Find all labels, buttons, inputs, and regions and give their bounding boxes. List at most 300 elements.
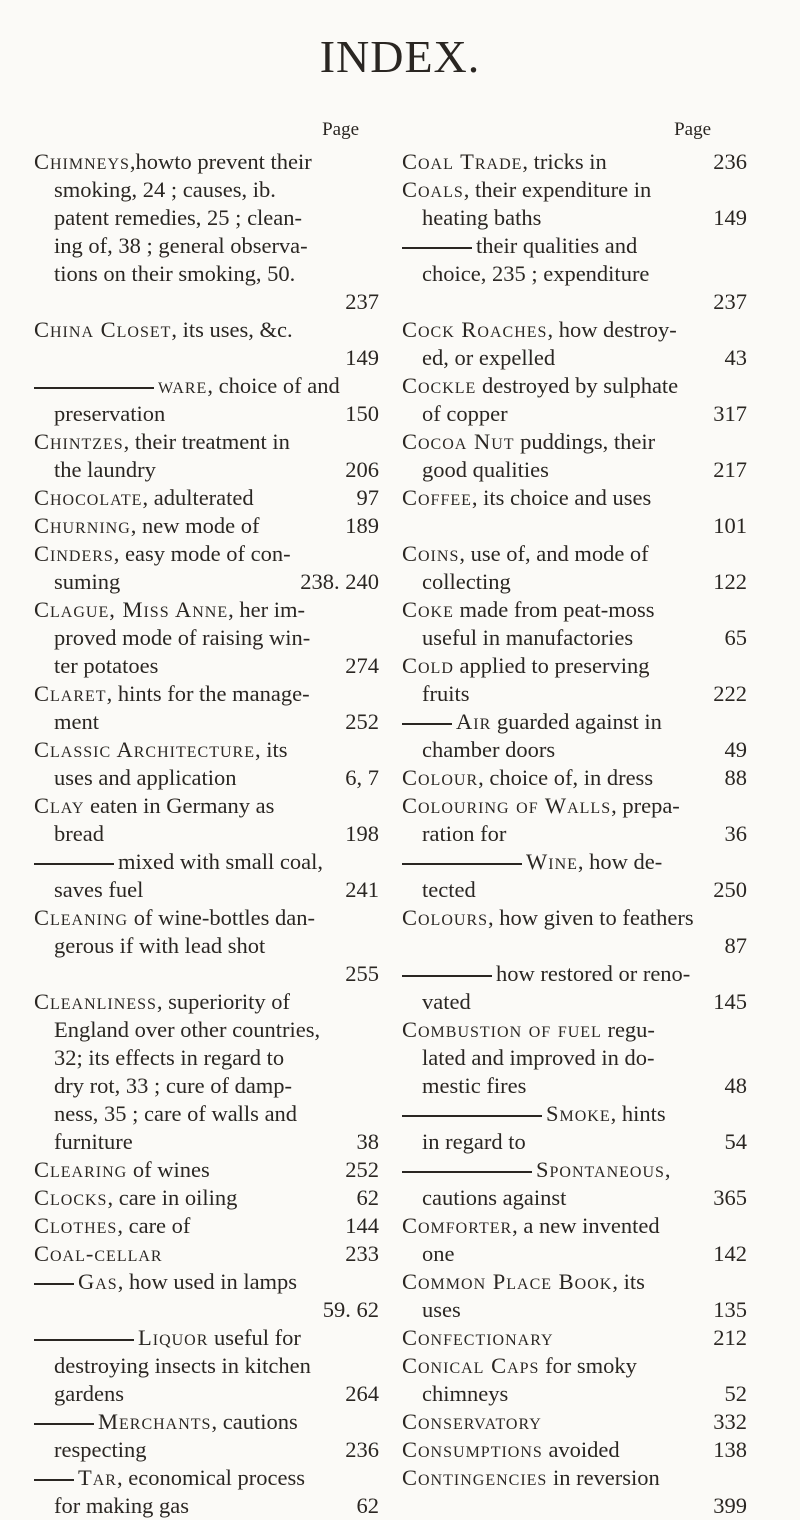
index-entry bbox=[34, 1156, 379, 1184]
index-line bbox=[402, 680, 747, 708]
index-line bbox=[34, 988, 379, 1016]
index-line bbox=[34, 372, 379, 400]
index-line bbox=[402, 1016, 747, 1044]
index-line bbox=[402, 708, 747, 736]
entry-text: ing of, 38 ; general observa- bbox=[54, 233, 308, 258]
index-column-left bbox=[34, 119, 379, 1520]
entry-text: , how used in lamps bbox=[117, 1269, 298, 1294]
page-column-header: Page bbox=[674, 119, 711, 140]
index-line bbox=[402, 344, 747, 372]
index-entry bbox=[402, 1212, 747, 1268]
index-entry bbox=[402, 148, 747, 176]
index-line bbox=[402, 1324, 747, 1352]
page-number: 399 bbox=[713, 1493, 747, 1518]
index-entry bbox=[34, 736, 379, 792]
entry-heading: Coins bbox=[402, 541, 460, 566]
page-number: 48 bbox=[724, 1073, 747, 1098]
page-number: 59. 62 bbox=[322, 1297, 379, 1322]
entry-text: chimneys bbox=[422, 1381, 509, 1406]
page-number: 252 bbox=[345, 709, 379, 734]
entry-heading: Coals bbox=[402, 177, 464, 202]
entry-text: , tricks in bbox=[522, 149, 607, 174]
entry-text: , bbox=[664, 1157, 671, 1182]
index-entry bbox=[34, 484, 379, 512]
ditto-rule bbox=[34, 1423, 94, 1425]
entry-heading: Colour bbox=[402, 765, 479, 790]
page-number: 49 bbox=[724, 737, 747, 762]
page-number: 43 bbox=[724, 345, 747, 370]
entry-heading: Common Place Book bbox=[402, 1269, 613, 1294]
entry-text: avoided bbox=[542, 1437, 620, 1462]
index-line bbox=[402, 232, 747, 260]
page-number: 317 bbox=[713, 401, 747, 426]
index-line bbox=[402, 596, 747, 624]
index-line bbox=[402, 652, 747, 680]
page-number: 274 bbox=[345, 653, 379, 678]
page-number: 150 bbox=[345, 401, 379, 426]
index-line bbox=[34, 316, 379, 344]
entry-text: smoking, 24 ; causes, ib. bbox=[54, 177, 276, 202]
index-line bbox=[34, 176, 379, 204]
entry-text: uses bbox=[422, 1297, 461, 1322]
entry-heading: Clague, Miss Anne bbox=[34, 597, 229, 622]
index-line bbox=[402, 736, 747, 764]
ditto-rule bbox=[34, 1339, 134, 1341]
index-line bbox=[34, 540, 379, 568]
entry-text: in reversion bbox=[547, 1465, 660, 1490]
index-line bbox=[402, 932, 747, 960]
entry-heading: Conservatory bbox=[402, 1409, 542, 1434]
entry-text: in regard to bbox=[422, 1129, 526, 1154]
entry-text: for smoky bbox=[539, 1353, 637, 1378]
page-number: 36 bbox=[724, 821, 747, 846]
index-entry bbox=[34, 1268, 379, 1324]
index-line bbox=[34, 1268, 379, 1296]
index-line bbox=[34, 792, 379, 820]
page-number: 149 bbox=[713, 205, 747, 230]
index-line bbox=[34, 764, 379, 792]
index-line bbox=[34, 512, 379, 540]
ditto-rule bbox=[402, 863, 522, 865]
index-entry bbox=[402, 708, 747, 764]
index-line bbox=[34, 1408, 379, 1436]
entry-heading: Clay bbox=[34, 793, 85, 818]
entry-heading: Liquor bbox=[138, 1325, 209, 1350]
index-line bbox=[402, 1240, 747, 1268]
entry-text: ter potatoes bbox=[54, 653, 159, 678]
index-entry bbox=[34, 428, 379, 484]
entry-text: , adulterated bbox=[142, 485, 254, 510]
index-line bbox=[34, 288, 379, 316]
entry-text: their qualities and bbox=[476, 233, 638, 258]
entry-text: , how destroy- bbox=[547, 317, 677, 342]
entry-heading: Colouring of Walls bbox=[402, 793, 612, 818]
entry-heading: Cocoa Nut bbox=[402, 429, 515, 454]
entry-text: chamber doors bbox=[422, 737, 556, 762]
ditto-rule bbox=[402, 1115, 542, 1117]
index-line bbox=[402, 1464, 747, 1492]
index-entry bbox=[34, 792, 379, 848]
page-number: 6, 7 bbox=[345, 765, 379, 790]
entry-text: ment bbox=[54, 709, 99, 734]
entry-heading: Clothes bbox=[34, 1213, 118, 1238]
entry-text: of wines bbox=[127, 1157, 210, 1182]
page-title: INDEX. bbox=[319, 31, 481, 82]
page-number: 264 bbox=[345, 1381, 379, 1406]
index-line bbox=[402, 1184, 747, 1212]
entry-text: dry rot, 33 ; cure of damp- bbox=[54, 1073, 293, 1098]
entry-text: , hints bbox=[610, 1101, 666, 1126]
entry-text: England over other countries, bbox=[54, 1017, 321, 1042]
index-line bbox=[34, 652, 379, 680]
index-line bbox=[402, 400, 747, 428]
entry-text: good qualities bbox=[422, 457, 549, 482]
entry-heading: ware bbox=[158, 373, 208, 398]
index-entry bbox=[34, 1240, 379, 1268]
ditto-rule bbox=[34, 1479, 74, 1481]
entry-heading: Cock Roaches bbox=[402, 317, 548, 342]
entry-heading: Clocks bbox=[34, 1185, 108, 1210]
page-number: 222 bbox=[713, 681, 747, 706]
entry-text: respecting bbox=[54, 1437, 147, 1462]
index-entry bbox=[402, 764, 747, 792]
entry-text: , easy mode of con- bbox=[113, 541, 291, 566]
entry-heading: China Closet bbox=[34, 317, 172, 342]
index-entry bbox=[34, 540, 379, 596]
entry-text: suming bbox=[54, 569, 121, 594]
index-line bbox=[402, 260, 747, 288]
entry-heading: Cinders bbox=[34, 541, 114, 566]
entry-text: mestic fires bbox=[422, 1073, 527, 1098]
entry-text: , economical process bbox=[116, 1465, 306, 1490]
entry-text: , choice of, in dress bbox=[478, 765, 654, 790]
index-line bbox=[34, 1492, 379, 1520]
index-line bbox=[34, 932, 379, 960]
ditto-rule bbox=[34, 863, 114, 865]
index-line bbox=[402, 456, 747, 484]
index-line bbox=[34, 904, 379, 932]
index-line bbox=[402, 1268, 747, 1296]
entry-heading: Gas bbox=[78, 1269, 118, 1294]
page-number: 236 bbox=[345, 1437, 379, 1462]
entry-text: ness, 35 ; care of walls and bbox=[54, 1101, 298, 1126]
index-line bbox=[402, 372, 747, 400]
page-number: 237 bbox=[713, 289, 747, 314]
entry-text: gardens bbox=[54, 1381, 124, 1406]
index-line bbox=[34, 1072, 379, 1100]
entry-text: ration for bbox=[422, 821, 507, 846]
entry-text: applied to preserving bbox=[453, 653, 650, 678]
entry-text: , how given to feathers bbox=[488, 905, 694, 930]
index-entry bbox=[402, 316, 747, 372]
index-line bbox=[402, 148, 747, 176]
index-line bbox=[34, 1324, 379, 1352]
entry-heading: Merchants bbox=[98, 1409, 212, 1434]
index-line bbox=[402, 792, 747, 820]
index-line bbox=[34, 1296, 379, 1324]
page-number: 255 bbox=[345, 961, 379, 986]
index-line bbox=[402, 1072, 747, 1100]
index-line bbox=[34, 1044, 379, 1072]
index-entry bbox=[34, 316, 379, 372]
page-number: 62 bbox=[356, 1185, 379, 1210]
index-line bbox=[34, 1100, 379, 1128]
index-entry bbox=[402, 792, 747, 848]
entry-text: the laundry bbox=[54, 457, 156, 482]
index-line bbox=[34, 568, 379, 596]
entry-text: one bbox=[422, 1241, 455, 1266]
ditto-rule bbox=[402, 975, 492, 977]
page-number: 149 bbox=[345, 345, 379, 370]
index-entry bbox=[402, 1016, 747, 1100]
index-line bbox=[402, 288, 747, 316]
entry-heading: Cleanliness bbox=[34, 989, 157, 1014]
entry-text: , cautions bbox=[211, 1409, 298, 1434]
index-entry bbox=[34, 596, 379, 680]
index-entry bbox=[34, 988, 379, 1156]
index-line bbox=[402, 1156, 747, 1184]
index-line bbox=[402, 1212, 747, 1240]
index-entry bbox=[402, 428, 747, 484]
entry-text: useful for bbox=[208, 1325, 301, 1350]
page-number: 238. 240 bbox=[300, 569, 379, 594]
index-entry bbox=[402, 1268, 747, 1324]
index-line bbox=[34, 428, 379, 456]
entry-text: , its bbox=[254, 737, 288, 762]
page-number: 250 bbox=[713, 877, 747, 902]
entry-text: , its choice and uses bbox=[471, 485, 652, 510]
entry-text: guarded against in bbox=[491, 709, 662, 734]
entry-text: for making gas bbox=[54, 1493, 189, 1518]
entry-heading: Churning bbox=[34, 513, 131, 538]
index-entry bbox=[402, 1156, 747, 1212]
index-line bbox=[34, 708, 379, 736]
ditto-rule bbox=[34, 387, 154, 389]
entry-text: bread bbox=[54, 821, 104, 846]
entry-text: collecting bbox=[422, 569, 511, 594]
index-line bbox=[34, 204, 379, 232]
index-entry bbox=[34, 1212, 379, 1240]
index-line bbox=[402, 204, 747, 232]
entry-heading: Spontaneous bbox=[536, 1157, 665, 1182]
entry-heading: Coke bbox=[402, 597, 454, 622]
entry-heading: Conical Caps bbox=[402, 1353, 540, 1378]
index-line bbox=[402, 1492, 747, 1520]
entry-text: , her im- bbox=[228, 597, 305, 622]
entry-text: ,howto prevent their bbox=[129, 149, 312, 174]
index-line bbox=[34, 1212, 379, 1240]
entry-heading: Classic Architecture bbox=[34, 737, 255, 762]
page-column-header: Page bbox=[322, 119, 359, 140]
entry-heading: Chocolate bbox=[34, 485, 143, 510]
index-line bbox=[34, 260, 379, 288]
index-line bbox=[402, 624, 747, 652]
index-line bbox=[402, 1380, 747, 1408]
entry-text: fruits bbox=[422, 681, 470, 706]
index-entry bbox=[34, 148, 379, 316]
entry-text: , hints for the manage- bbox=[106, 681, 310, 706]
index-line bbox=[34, 1240, 379, 1268]
page-number: 88 bbox=[724, 765, 747, 790]
entry-heading: Comforter bbox=[402, 1213, 513, 1238]
index-entry bbox=[402, 1408, 747, 1436]
entry-text: cautions against bbox=[422, 1185, 567, 1210]
index-entry bbox=[402, 904, 747, 960]
ditto-rule bbox=[402, 1171, 532, 1173]
entry-text: , their treatment in bbox=[123, 429, 290, 454]
page-number: 142 bbox=[713, 1241, 747, 1266]
entry-text: destroying insects in kitchen bbox=[54, 1353, 311, 1378]
index-line bbox=[34, 736, 379, 764]
index-line bbox=[34, 1464, 379, 1492]
page-number: 365 bbox=[713, 1185, 747, 1210]
page-number: 122 bbox=[713, 569, 747, 594]
index-line bbox=[402, 960, 747, 988]
page-number: 38 bbox=[356, 1129, 379, 1154]
entry-text: , choice of and bbox=[207, 373, 340, 398]
page-number: 332 bbox=[713, 1409, 747, 1434]
index-line bbox=[34, 820, 379, 848]
entry-text: , use of, and mode of bbox=[459, 541, 649, 566]
entry-text: mixed with small coal, bbox=[118, 849, 323, 874]
entry-heading: Contingencies bbox=[402, 1465, 548, 1490]
index-line bbox=[402, 1296, 747, 1324]
entry-text: , how de- bbox=[577, 849, 663, 874]
index-line bbox=[34, 344, 379, 372]
page-number: 233 bbox=[345, 1241, 379, 1266]
entry-text: , their expenditure in bbox=[463, 177, 652, 202]
index-line bbox=[402, 176, 747, 204]
page-number: 189 bbox=[345, 513, 379, 538]
index-line bbox=[402, 988, 747, 1016]
index-entry bbox=[402, 960, 747, 1016]
index-entry bbox=[402, 652, 747, 708]
index-entry bbox=[34, 1324, 379, 1408]
index-line bbox=[34, 1352, 379, 1380]
index-entry bbox=[34, 372, 379, 428]
index-entry bbox=[34, 848, 379, 904]
entry-heading: Chintzes bbox=[34, 429, 124, 454]
ditto-rule bbox=[402, 723, 452, 725]
page-number: 236 bbox=[713, 149, 747, 174]
index-line bbox=[402, 568, 747, 596]
entry-heading: Clearing bbox=[34, 1157, 128, 1182]
index-line bbox=[34, 1016, 379, 1044]
entry-text: saves fuel bbox=[54, 877, 144, 902]
entry-heading: Colours bbox=[402, 905, 489, 930]
entry-text: , care in oiling bbox=[107, 1185, 238, 1210]
index-line bbox=[402, 316, 747, 344]
index-line bbox=[34, 148, 379, 176]
entry-text: , a new invented bbox=[512, 1213, 660, 1238]
index-line bbox=[34, 680, 379, 708]
page-number: 212 bbox=[713, 1325, 747, 1350]
entry-heading: Coffee bbox=[402, 485, 472, 510]
index-entry bbox=[402, 372, 747, 428]
index-line bbox=[402, 1100, 747, 1128]
page-number: 252 bbox=[345, 1157, 379, 1182]
entry-text: how restored or reno- bbox=[496, 961, 691, 986]
entry-heading: Cold bbox=[402, 653, 454, 678]
index-entry bbox=[402, 176, 747, 232]
entry-text: patent remedies, 25 ; clean- bbox=[54, 205, 303, 230]
index-entry bbox=[402, 1464, 747, 1520]
entry-heading: Smoke bbox=[546, 1101, 611, 1126]
entry-text: , its uses, &c. bbox=[171, 317, 293, 342]
entry-heading: Cleaning bbox=[34, 905, 129, 930]
page-number: 52 bbox=[724, 1381, 747, 1406]
index-line bbox=[34, 400, 379, 428]
entry-heading: Consumptions bbox=[402, 1437, 543, 1462]
index-line bbox=[34, 1184, 379, 1212]
entry-text: preservation bbox=[54, 401, 166, 426]
index-entry bbox=[34, 512, 379, 540]
entry-heading: Confectionary bbox=[402, 1325, 554, 1350]
entry-text: eaten in Germany as bbox=[84, 793, 275, 818]
index-line bbox=[34, 484, 379, 512]
index-line bbox=[34, 456, 379, 484]
index-entry bbox=[34, 904, 379, 988]
index-line bbox=[34, 876, 379, 904]
index-line bbox=[34, 848, 379, 876]
entry-text: regu- bbox=[601, 1017, 655, 1042]
index-line bbox=[402, 1352, 747, 1380]
entry-heading: Wine bbox=[526, 849, 578, 874]
index-column-right bbox=[402, 119, 747, 1520]
entry-heading: Coal-cellar bbox=[34, 1241, 163, 1266]
index-line bbox=[34, 1128, 379, 1156]
index-line bbox=[402, 876, 747, 904]
index-line bbox=[402, 512, 747, 540]
index-line bbox=[402, 540, 747, 568]
page-number: 97 bbox=[356, 485, 379, 510]
index-line bbox=[402, 764, 747, 792]
entry-text: puddings, their bbox=[514, 429, 656, 454]
ditto-rule bbox=[34, 1283, 74, 1285]
index-line bbox=[402, 1408, 747, 1436]
entry-text: , prepa- bbox=[611, 793, 680, 818]
index-line bbox=[402, 1044, 747, 1072]
entry-text: useful in manufactories bbox=[422, 625, 634, 650]
page-number: 101 bbox=[713, 513, 747, 538]
entry-heading: Combustion of fuel bbox=[402, 1017, 602, 1042]
entry-text: choice, 235 ; expenditure bbox=[422, 261, 650, 286]
entry-text: gerous if with lead shot bbox=[54, 933, 266, 958]
index-entry bbox=[402, 1100, 747, 1156]
index-line bbox=[402, 904, 747, 932]
index-line bbox=[34, 1380, 379, 1408]
entry-heading: Air bbox=[456, 709, 492, 734]
entry-heading: Claret bbox=[34, 681, 107, 706]
entry-text: heating baths bbox=[422, 205, 542, 230]
entry-text: furniture bbox=[54, 1129, 133, 1154]
page-number: 145 bbox=[713, 989, 747, 1014]
index-entry bbox=[34, 1408, 379, 1464]
entry-text: 32; its effects in regard to bbox=[54, 1045, 285, 1070]
index-line bbox=[34, 596, 379, 624]
entry-text: , new mode of bbox=[130, 513, 260, 538]
entry-text: lated and improved in do- bbox=[422, 1045, 655, 1070]
entry-text: tions on their smoking, 50. bbox=[54, 261, 296, 286]
entry-heading: Tar bbox=[78, 1465, 117, 1490]
page-number: 206 bbox=[345, 457, 379, 482]
entry-text: of wine-bottles dan- bbox=[128, 905, 315, 930]
entry-text: , care of bbox=[117, 1213, 191, 1238]
entry-text: made from peat-moss bbox=[453, 597, 655, 622]
page-number: 135 bbox=[713, 1297, 747, 1322]
index-line bbox=[402, 1128, 747, 1156]
ditto-rule bbox=[402, 247, 472, 249]
